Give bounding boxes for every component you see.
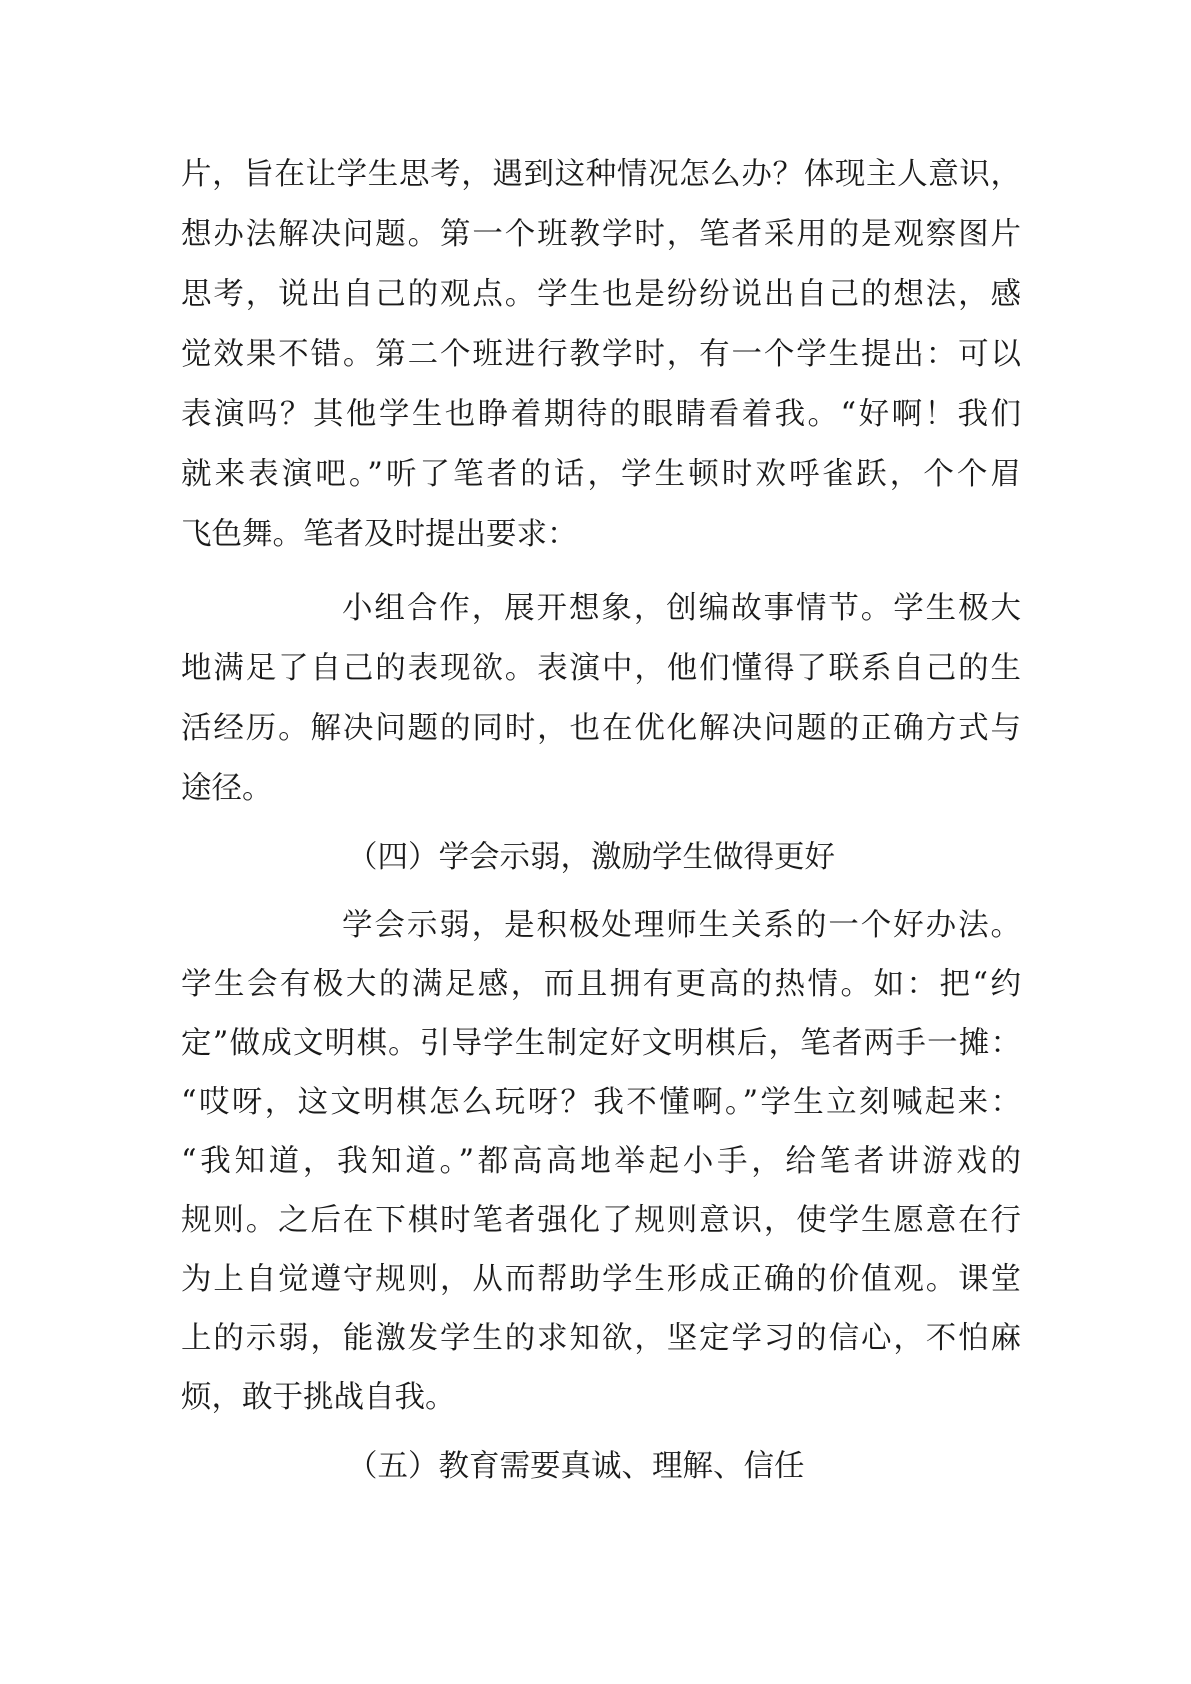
paragraph-line: 学生会有极大的满足感，而且拥有更高的热情。如：把“约 [181, 967, 1021, 1002]
paragraph-line: 表演吗？其他学生也睁着期待的眼睛看着我。“好啊！我们 [181, 397, 1021, 432]
paragraph-line: 途径。 [181, 771, 273, 806]
paragraph-line: 就来表演吧。”听了笔者的话，学生顿时欢呼雀跃，个个眉 [181, 457, 1021, 492]
paragraph-line: 想办法解决问题。第一个班教学时，笔者采用的是观察图片 [181, 217, 1021, 252]
paragraph-line: 地满足了自己的表现欲。表演中，他们懂得了联系自己的生 [181, 651, 1021, 686]
paragraph-line: 片，旨在让学生思考，遇到这种情况怎么办？体现主人意识， [181, 157, 1021, 192]
paragraph-line: 烦，敢于挑战自我。 [181, 1380, 456, 1415]
paragraph-line: 学会示弱，是积极处理师生关系的一个好办法。 [342, 908, 1021, 943]
paragraph-line: 思考，说出自己的观点。学生也是纷纷说出自己的想法，感 [181, 277, 1021, 312]
paragraph-line: “哎呀，这文明棋怎么玩呀？我不懂啊。”学生立刻喊起来： [181, 1085, 1021, 1120]
paragraph-line: 飞色舞。笔者及时提出要求： [181, 517, 578, 552]
section-heading: （四）学会示弱，激励学生做得更好 [347, 840, 835, 875]
paragraph-line: 小组合作，展开想象，创编故事情节。学生极大 [342, 591, 1021, 626]
paragraph-line: “我知道，我知道。”都高高地举起小手，给笔者讲游戏的 [181, 1144, 1021, 1179]
paragraph-line: 规则。之后在下棋时笔者强化了规则意识，使学生愿意在行 [181, 1203, 1021, 1238]
paragraph-line: 活经历。解决问题的同时，也在优化解决问题的正确方式与 [181, 711, 1021, 746]
paragraph-line: 为上自觉遵守规则，从而帮助学生形成正确的价值观。课堂 [181, 1262, 1021, 1297]
paragraph-line: 上的示弱，能激发学生的求知欲，坚定学习的信心，不怕麻 [181, 1321, 1021, 1356]
paragraph-line: 觉效果不错。第二个班进行教学时，有一个学生提出：可以 [181, 337, 1021, 372]
section-heading: （五）教育需要真诚、理解、信任 [347, 1449, 805, 1484]
paragraph-line: 定”做成文明棋。引导学生制定好文明棋后，笔者两手一摊： [181, 1026, 1021, 1061]
